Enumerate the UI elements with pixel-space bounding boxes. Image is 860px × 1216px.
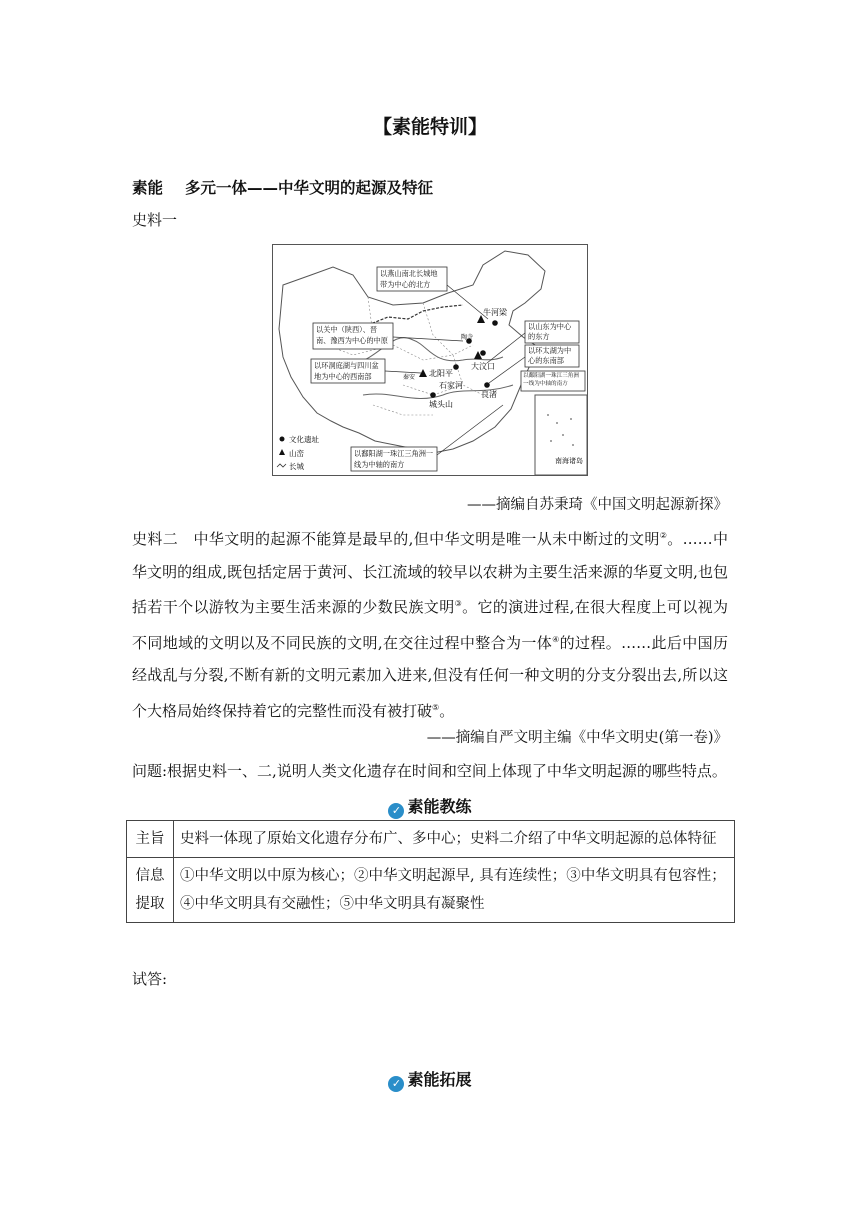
material2-text-2: 。……中华文明的组成,既包括定居于黄河、长江流域的较早以农耕为主要生活来源的华夏文明,也包括若干个以游牧为主要生活来源的少数民族文明	[132, 530, 728, 616]
china-culture-map	[272, 244, 588, 476]
extension-badge-label: 素能拓展	[407, 1070, 472, 1089]
table-body-cell: 史料一体现了原始文化遗存分布广、多中心；史料二介绍了中华文明起源的总体特征	[174, 821, 735, 858]
site-label-chengtoushan: 城头山	[429, 400, 453, 409]
callout-south-inset: 以鄱阳湖一珠江三角洲一线为中轴的南方	[523, 373, 579, 387]
site-label-liangzhu: 良渚	[481, 390, 497, 399]
footnote-mark-3: ③	[454, 599, 463, 608]
table-head-cell: 信息提取	[127, 858, 174, 923]
material2-label: 史料二	[132, 530, 179, 548]
legend-site: 文化遗址	[289, 435, 319, 444]
section-title: 多元一体——中华文明的起源及特征	[185, 179, 434, 197]
table-head-cell: 主旨	[127, 821, 174, 858]
material2-text-1: 中华文明的起源不能算是最早的,但中华文明是唯一从未中断过的文明	[193, 530, 660, 548]
material2-text-5: 。	[439, 701, 455, 720]
legend-mountain: 山峦	[289, 449, 304, 458]
footnote-mark-5: ⑤	[432, 702, 440, 712]
table-row	[127, 821, 735, 858]
province-lines	[313, 297, 483, 415]
answer-label: 试答:	[132, 970, 168, 988]
coaching-badge	[0, 794, 860, 819]
site-label-dawenkou: 大汶口	[471, 362, 495, 371]
map-svg	[273, 245, 587, 475]
page-title: 【素能特训】	[372, 116, 487, 138]
table-body-cell: ①中华文明以中原为核心；②中华文明起源早, 具有连续性；③中华文明具有包容性；④中华文明具有交融性；⑤中华文明具有凝聚性	[174, 858, 735, 923]
callout-north: 以燕山南北长城地带为中心的北方	[380, 269, 438, 289]
footnote-mark-4: ④	[552, 634, 560, 644]
table-row	[127, 858, 735, 923]
material2-source: ——摘编自严文明主编《中华文明史(第一卷)》	[426, 730, 728, 746]
section-heading	[132, 176, 433, 198]
extension-badge	[0, 1067, 860, 1092]
callout-central-plain: 以关中（陕西）、晋南、豫西为中心的中原	[316, 325, 388, 345]
section-tag: 素能	[132, 179, 164, 197]
site-label-niuheliang: 牛河梁	[483, 308, 507, 317]
legend-wall: 长城	[289, 462, 304, 471]
inset-label: 南海诸岛	[555, 457, 583, 465]
site-label-qin-an: 秦安	[403, 374, 416, 381]
material1-label: 史料一	[132, 211, 178, 229]
check-circle-icon: ✓	[388, 803, 404, 819]
callout-southeast: 以环太湖为中心的东南部	[528, 346, 572, 365]
analysis-table	[126, 820, 735, 923]
material2-text-4: 的过程。……此后中国历经战乱与分裂,不断有新的文明元素加入进来,但没有任何一种文明的分支分裂出去,所以这个大格局始终保持着它的完整性而没有被打破	[132, 633, 728, 720]
site-label-taosi: 陶寺	[461, 334, 474, 341]
callout-south: 以鄱阳湖一珠江三角洲一线为中轴的南方	[354, 449, 434, 469]
footnote-mark-2: ②	[659, 531, 668, 540]
callout-east: 以山东为中心的东方	[528, 322, 572, 341]
coaching-badge-label: 素能教练	[407, 797, 472, 816]
great-wall	[368, 305, 463, 325]
material2-text-3: 。它的演进过程,在很大程度上可以视为不同地域的文明以及不同民族的文明,在交往过程中整合为一体	[132, 598, 728, 652]
site-label-shijiahe: 石家河	[439, 381, 463, 390]
question-text: 问题:根据史料一、二,说明人类文化遗存在时间和空间上体现了中华文明起源的哪些特点。	[132, 762, 727, 780]
site-label-beiyangping: 北阳平	[429, 369, 453, 378]
check-circle-icon: ✓	[388, 1076, 404, 1092]
material1-source: ——摘编自苏秉琦《中国文明起源新探》	[467, 497, 728, 513]
callout-southwest: 以环洞庭湖与四川盆地为中心的西南部	[314, 361, 379, 381]
material2-paragraph	[132, 520, 728, 727]
